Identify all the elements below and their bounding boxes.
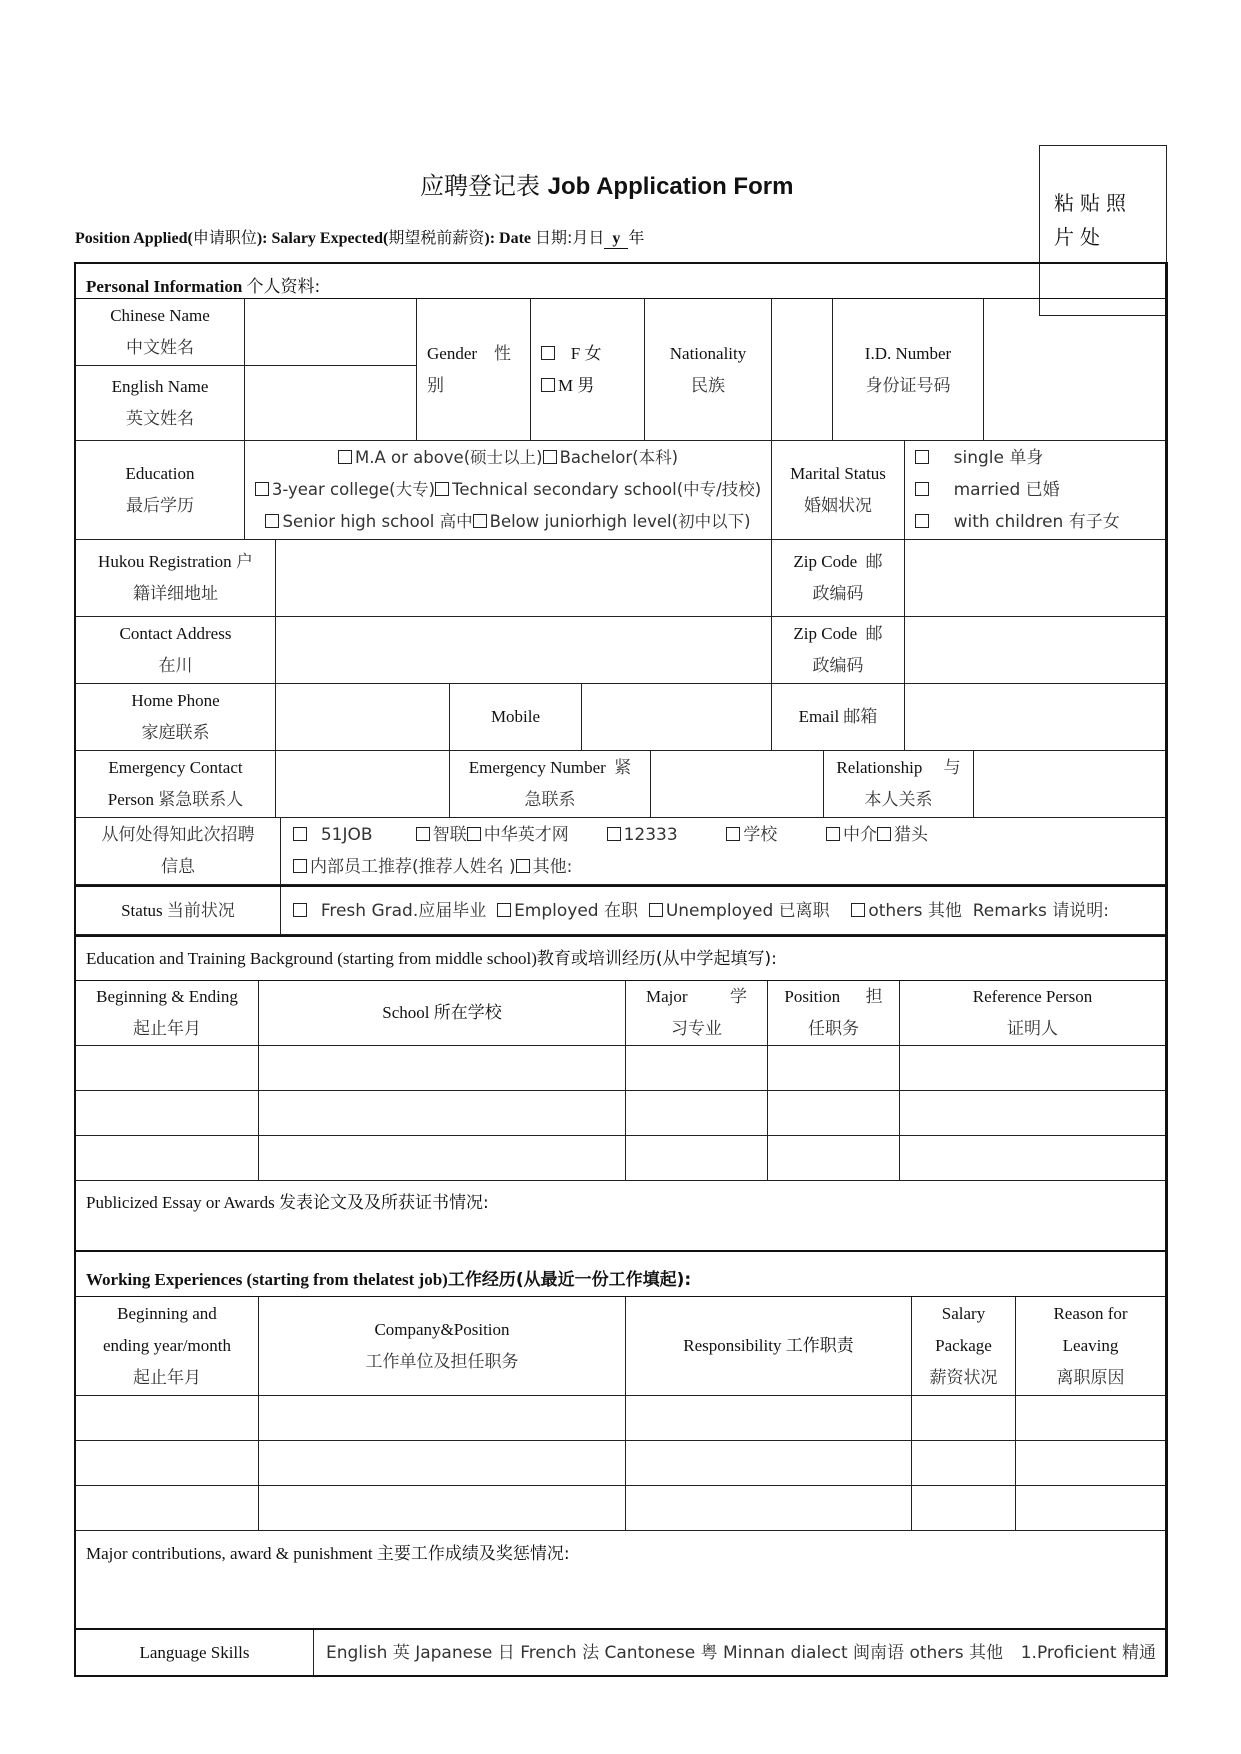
english-name-label: [76, 366, 245, 441]
zip-code-label-2: [772, 617, 905, 684]
work-row-1-dates[interactable]: [76, 1396, 259, 1441]
checkbox[interactable]: [541, 378, 555, 392]
edu-line-1: [338, 442, 678, 474]
marital-cn: 婚姻状况: [804, 496, 872, 516]
emergency-num-cn-a: 紧: [614, 758, 632, 778]
edu-line-3: [265, 506, 750, 538]
checkbox[interactable]: [541, 346, 555, 360]
checkbox[interactable]: [497, 903, 511, 917]
essay-label: [86, 1188, 489, 1213]
essay-cn: 发表论文及及所获证书情况:: [278, 1193, 489, 1213]
work-col-responsibility: [626, 1297, 912, 1396]
email-cn: 邮箱: [843, 707, 878, 727]
work-row-3-responsibility[interactable]: [626, 1486, 912, 1531]
gender-en: Gender: [427, 343, 478, 363]
home-phone-en: Home Phone: [131, 691, 220, 710]
chinese-name-field[interactable]: [245, 299, 417, 366]
edu-bg-header-en: Education and Training Background (starting from middle school): [86, 949, 537, 968]
relationship-line1: [836, 752, 960, 784]
work-row-1-reason[interactable]: [1016, 1396, 1165, 1441]
mobile-label: [450, 684, 582, 751]
work-row-2-company[interactable]: [259, 1441, 626, 1486]
edu-opt-bachelor: Bachelor(本科): [559, 448, 679, 467]
marital-children-label: with children 有子女: [953, 512, 1120, 532]
checkbox[interactable]: [915, 482, 929, 496]
personal-info-header: [86, 272, 320, 297]
checkbox[interactable]: [338, 450, 352, 464]
source-chinahr: 中华英才网: [483, 825, 569, 845]
checkbox[interactable]: [255, 482, 269, 496]
work-row-3-dates[interactable]: [76, 1486, 259, 1531]
relationship-cn-b: 本人关系: [864, 790, 933, 810]
checkbox[interactable]: [293, 859, 307, 873]
checkbox[interactable]: [915, 514, 929, 528]
edu-col-major-line1: [646, 981, 747, 1013]
checkbox[interactable]: [435, 482, 449, 496]
work-col-salary-a: Salary: [941, 1304, 986, 1323]
checkbox[interactable]: [543, 450, 557, 464]
zip2-line1: [793, 618, 882, 650]
work-col-reason: [1016, 1297, 1165, 1396]
marital-label: [772, 441, 905, 540]
edu-row-1-school[interactable]: [259, 1046, 626, 1091]
contributions-label: [86, 1539, 570, 1564]
contrib-en: Major contributions, award & punishment: [86, 1544, 377, 1563]
language-skills-label: [76, 1630, 314, 1675]
date-year-field[interactable]: y: [604, 230, 628, 249]
status-others: others 其他: [868, 900, 962, 921]
marital-children-option[interactable]: [915, 506, 1120, 538]
nationality-en: Nationality: [669, 343, 747, 363]
work-col-company-cn: 工作单位及担任职务: [365, 1352, 519, 1372]
work-col-responsibility-label: Responsibility 工作职责: [683, 1336, 854, 1355]
hukou-cn-a: 户: [235, 552, 253, 572]
personal-header-cn: 个人资料:: [246, 277, 321, 297]
checkbox[interactable]: [293, 903, 307, 917]
chinese-name-en: Chinese Name: [110, 306, 210, 325]
status-unemployed: Unemployed 已离职: [665, 900, 830, 921]
edu-col-dates-en: Beginning & Ending: [96, 987, 238, 1006]
email-field[interactable]: [905, 684, 1165, 751]
work-col-dates-b: ending year/month: [103, 1336, 231, 1355]
source-agency: 中介: [842, 825, 877, 845]
zip-cn-b: 政编码: [812, 584, 864, 604]
work-header-cn: 工作经历(从最近一份工作填起):: [447, 1270, 692, 1290]
work-row-2-dates[interactable]: [76, 1441, 259, 1486]
status-remarks: Remarks 请说明:: [972, 900, 1109, 921]
form-right-edge: [1165, 262, 1168, 1677]
edu-col-major-en: Major: [645, 987, 688, 1006]
source-zhilian: 智联: [432, 825, 467, 845]
chinese-name-label: [76, 299, 245, 366]
mobile-en: Mobile: [490, 707, 541, 726]
education-en: Education: [125, 464, 195, 483]
emergency-num-en: Emergency Number: [468, 758, 606, 777]
work-col-company: [259, 1297, 626, 1396]
edu-col-school-label: School 所在学校: [382, 1003, 502, 1022]
checkbox[interactable]: [516, 859, 530, 873]
id-cn: 身份证号码: [865, 375, 951, 396]
emergency-en-a: Emergency Contact: [108, 758, 243, 777]
edu-col-position-line1: [784, 981, 882, 1013]
edu-col-reference-en: Reference Person: [972, 987, 1093, 1006]
home-phone-label: [76, 684, 276, 751]
marital-married-option[interactable]: [915, 474, 1060, 506]
status-line: [121, 895, 235, 927]
divider: [74, 1250, 1168, 1252]
work-col-salary-cn: 薪资状况: [929, 1368, 998, 1388]
work-col-salary-b: Package: [935, 1336, 992, 1355]
source-line-1: [293, 819, 928, 851]
source-headhunter: 猎头: [893, 825, 928, 845]
checkbox[interactable]: [649, 903, 663, 917]
mobile-field[interactable]: [582, 684, 772, 751]
edu-row-2-major[interactable]: [626, 1091, 768, 1136]
language-skills-options[interactable]: [314, 1630, 1165, 1675]
divider: [74, 935, 1168, 937]
work-col-dates-a: Beginning and: [117, 1304, 217, 1323]
edu-col-major-cn-b: 习专业: [671, 1019, 722, 1039]
emergency-num-cn-b: 急联系: [524, 790, 576, 810]
marital-single-label: single 单身: [953, 448, 1044, 468]
contact-address-label: [76, 617, 276, 684]
contrib-cn: 主要工作成绩及奖惩情况:: [376, 1544, 570, 1564]
meta-line: [75, 225, 644, 249]
checkbox[interactable]: [851, 903, 865, 917]
edu-opt-college: 3-year college(大专): [271, 480, 436, 499]
language-line: [326, 1637, 1156, 1669]
gender-female-option[interactable]: [541, 338, 601, 370]
date-year-cn: 年: [628, 228, 645, 247]
work-row-1-responsibility[interactable]: [626, 1396, 912, 1441]
edu-row-3-position[interactable]: [768, 1136, 900, 1181]
zip-line1: [793, 546, 882, 578]
edu-col-position-cn-a: 担: [865, 987, 883, 1007]
relationship-label: [824, 751, 974, 818]
date-label-cn: 日期:月日: [535, 228, 605, 247]
work-col-reason-cn: 离职原因: [1056, 1368, 1125, 1388]
salary-label: Salary Expected(: [271, 230, 389, 247]
edu-col-dates: [76, 981, 259, 1046]
personal-header-en: Personal Information: [86, 277, 247, 296]
work-row-3-salary[interactable]: [912, 1486, 1016, 1531]
edu-row-3-reference[interactable]: [900, 1136, 1165, 1181]
emergency-num-line1: [469, 752, 632, 784]
language-options: English 英 Japanese 日 French 法 Cantonese 粤 Minnan dialect 闽南语 others 其他: [326, 1642, 1004, 1663]
position-label-cn: 申请职位: [192, 228, 257, 247]
home-phone-cn: 家庭联系: [141, 723, 210, 743]
edu-col-school: [259, 981, 626, 1046]
edu-row-2-school[interactable]: [259, 1091, 626, 1136]
edu-row-3-dates[interactable]: [76, 1136, 259, 1181]
work-row-2-salary[interactable]: [912, 1441, 1016, 1486]
contact-cn: 在川: [158, 656, 193, 676]
salary-label-end: ):: [484, 230, 496, 247]
gender-m-label: M 男: [558, 375, 595, 395]
checkbox[interactable]: [416, 827, 430, 841]
checkbox[interactable]: [726, 827, 740, 841]
zip-en: Zip Code: [793, 552, 858, 571]
zip-cn-a: 邮: [865, 552, 883, 572]
hukou-label: [76, 540, 276, 617]
relationship-field[interactable]: [974, 751, 1165, 818]
chinese-name-cn: 中文姓名: [126, 338, 194, 358]
edu-row-1-reference[interactable]: [900, 1046, 1165, 1091]
gender-male-option[interactable]: [541, 370, 594, 402]
work-col-company-en: Company&Position: [374, 1320, 510, 1339]
hukou-line1: [98, 546, 253, 578]
contact-en: Contact Address: [119, 624, 232, 643]
edu-opt-below: Below juniorhigh level(初中以下): [489, 512, 751, 531]
nationality-field[interactable]: [772, 299, 833, 441]
status-employed: Employed 在职: [514, 900, 638, 921]
emergency-contact-label: [76, 751, 276, 818]
essay-en: Publicized Essay or Awards: [86, 1193, 279, 1212]
checkbox[interactable]: [877, 827, 891, 841]
english-name-field[interactable]: [245, 366, 417, 441]
gender-cn-2: 别: [427, 375, 444, 396]
work-col-dates: [76, 1297, 259, 1396]
gender-cn-1: 性: [494, 343, 512, 364]
id-number-field[interactable]: [984, 299, 1165, 441]
status-en: Status: [121, 900, 163, 920]
source-cn-b: 信息: [161, 857, 195, 877]
status-options[interactable]: [281, 887, 1165, 935]
edu-opt-highschool: Senior high school 高中: [282, 512, 473, 531]
page-title: [420, 166, 793, 201]
email-en: Email: [798, 707, 840, 726]
edu-col-reference-cn: 证明人: [1007, 1019, 1058, 1039]
emergency-en-b: Person: [107, 790, 155, 809]
gender-label: [417, 299, 531, 441]
relationship-en: Relationship: [836, 758, 923, 777]
work-col-salary: [912, 1297, 1016, 1396]
nationality-label: [645, 299, 772, 441]
edu-col-position-cn-b: 任职务: [808, 1019, 859, 1039]
emergency-contact-field[interactable]: [276, 751, 450, 818]
checkbox[interactable]: [473, 514, 487, 528]
edu-row-3-school[interactable]: [259, 1136, 626, 1181]
language-level: 1.Proficient 精通: [1020, 1642, 1156, 1663]
hukou-cn-b: 籍详细地址: [133, 584, 218, 604]
education-cn: 最后学历: [126, 496, 194, 516]
checkbox[interactable]: [826, 827, 840, 841]
edu-row-2-position[interactable]: [768, 1091, 900, 1136]
education-label: [76, 441, 245, 540]
edu-row-3-major[interactable]: [626, 1136, 768, 1181]
work-row-3-reason[interactable]: [1016, 1486, 1165, 1531]
work-col-reason-a: Reason for: [1053, 1304, 1128, 1323]
source-other: 其他:: [532, 857, 573, 877]
edu-row-2-reference[interactable]: [900, 1091, 1165, 1136]
marital-married-label: married 已婚: [953, 480, 1060, 500]
emergency-number-field[interactable]: [651, 751, 824, 818]
work-header-en: Working Experiences (starting from thelatest job): [86, 1270, 448, 1289]
work-row-2-responsibility[interactable]: [626, 1441, 912, 1486]
work-row-1-company[interactable]: [259, 1396, 626, 1441]
photo-box-label: 粘贴照片处: [1054, 191, 1132, 249]
english-name-cn: 英文姓名: [126, 409, 194, 429]
gender-f-label: F 女: [570, 343, 602, 363]
edu-col-position: [768, 981, 900, 1046]
emergency-line2: [108, 784, 244, 816]
gender-options[interactable]: [531, 299, 645, 441]
work-row-3-company[interactable]: [259, 1486, 626, 1531]
marital-single-option[interactable]: [915, 442, 1043, 474]
zip-code-label-1: [772, 540, 905, 617]
id-number-label: [833, 299, 984, 441]
position-label-end: ):: [256, 230, 268, 247]
gender-line1: [427, 338, 511, 370]
edu-row-1-position[interactable]: [768, 1046, 900, 1091]
title-cn: 应聘登记表: [420, 172, 540, 200]
home-phone-field[interactable]: [276, 684, 450, 751]
zip-code-field-1[interactable]: [905, 540, 1165, 617]
edu-col-dates-cn: 起止年月: [133, 1019, 201, 1039]
hukou-en: Hukou Registration: [98, 552, 232, 571]
marital-en: Marital Status: [790, 464, 886, 483]
date-label: Date: [499, 230, 536, 247]
language-label: Language Skills: [139, 1642, 250, 1662]
recruit-source-options[interactable]: [281, 818, 1165, 885]
english-name-en: English Name: [111, 377, 209, 396]
edu-opt-ma: M.A or above(硕士以上): [354, 448, 543, 467]
id-en: I.D. Number: [864, 343, 952, 363]
edu-bg-header-cn: 教育或培训经历(从中学起填写):: [536, 949, 777, 969]
zip-code-field-2[interactable]: [905, 617, 1165, 684]
status-line-options: [293, 895, 1109, 927]
work-row-1-salary[interactable]: [912, 1396, 1016, 1441]
education-options[interactable]: [245, 441, 772, 540]
checkbox[interactable]: [293, 827, 307, 841]
recruit-source-label: [76, 818, 281, 885]
status-fresh-grad: Fresh Grad.应届毕业: [320, 900, 487, 921]
education-bg-header: [86, 944, 777, 969]
edu-col-major: [626, 981, 768, 1046]
zip2-cn-b: 政编码: [812, 656, 864, 676]
contact-address-field[interactable]: [276, 617, 772, 684]
work-col-dates-cn: 起止年月: [133, 1368, 201, 1388]
relationship-cn-a: 与: [943, 758, 961, 778]
title-en: Job Application Form: [547, 173, 794, 200]
nationality-cn: 民族: [691, 375, 725, 396]
source-51job: 51JOB: [320, 825, 373, 845]
source-line-2: [293, 851, 572, 883]
edu-opt-technical: Technical secondary school(中专/技校): [452, 480, 762, 499]
emergency-cn: 紧急联系人: [158, 790, 244, 810]
emergency-number-label: [450, 751, 651, 818]
source-cn-a: 从何处得知此次招聘: [101, 825, 255, 845]
edu-col-position-en: Position: [784, 987, 841, 1006]
edu-col-major-cn-a: 学: [730, 987, 748, 1007]
checkbox[interactable]: [607, 827, 621, 841]
position-label: Position Applied(: [75, 230, 193, 247]
work-header: [86, 1265, 691, 1290]
email-line: [799, 701, 878, 733]
work-row-2-reason[interactable]: [1016, 1441, 1165, 1486]
edu-row-1-dates[interactable]: [76, 1046, 259, 1091]
zip2-en: Zip Code: [793, 624, 858, 643]
zip2-cn-a: 邮: [865, 624, 883, 644]
status-label: [76, 887, 281, 935]
salary-label-cn: 期望税前薪资: [388, 228, 485, 247]
marital-options[interactable]: [905, 441, 1165, 540]
status-cn: 当前状况: [166, 900, 235, 921]
edu-row-2-dates[interactable]: [76, 1091, 259, 1136]
edu-line-2: [255, 474, 761, 506]
hukou-field[interactable]: [276, 540, 772, 617]
source-school: 学校: [743, 825, 778, 845]
checkbox[interactable]: [915, 450, 929, 464]
edu-col-reference: [900, 981, 1165, 1046]
source-12333: 12333: [623, 825, 678, 845]
source-referral: 内部员工推荐(推荐人姓名 ): [310, 857, 516, 877]
email-label: [772, 684, 905, 751]
checkbox[interactable]: [467, 827, 481, 841]
work-col-reason-b: Leaving: [1062, 1336, 1119, 1355]
edu-row-1-major[interactable]: [626, 1046, 768, 1091]
checkbox[interactable]: [265, 514, 279, 528]
